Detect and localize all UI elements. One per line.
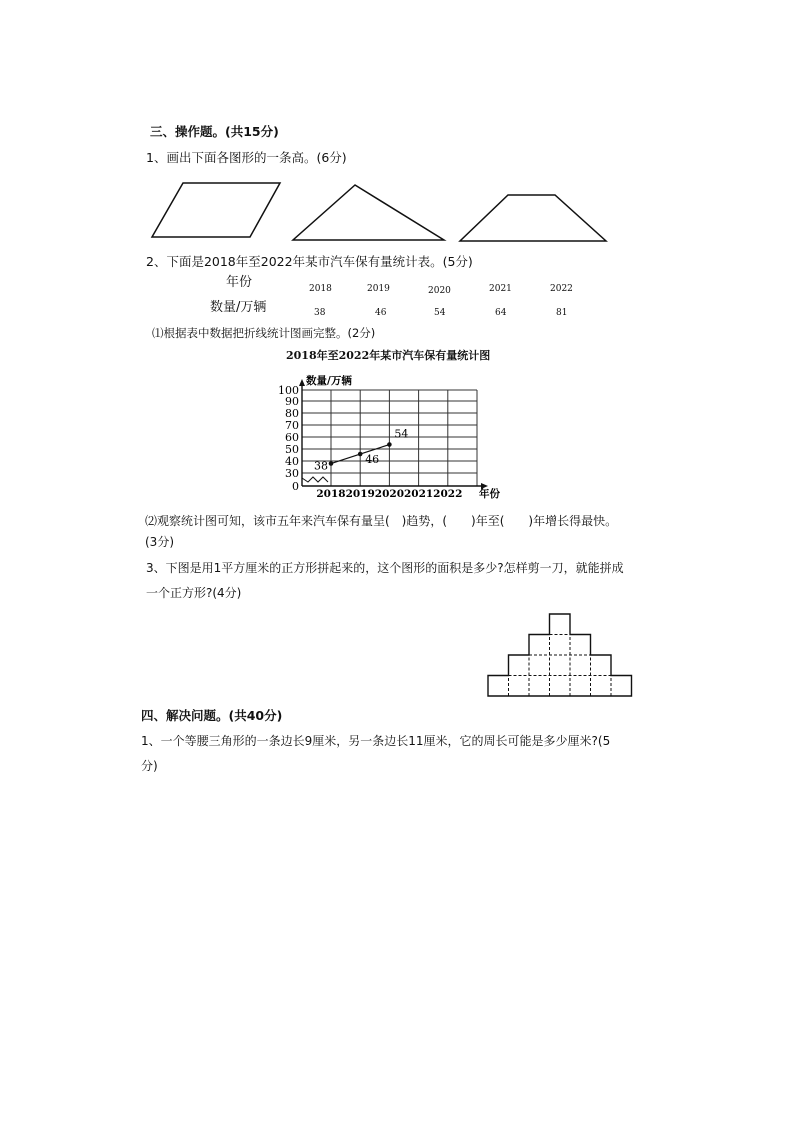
table-year-cell: 2020 [428, 286, 451, 296]
x-tick-label: 2021 [403, 488, 434, 500]
y-tick-label: 0 [292, 480, 299, 493]
y-tick-label: 90 [285, 395, 299, 408]
data-label: 46 [365, 453, 380, 467]
section4-heading: 四、解决问题。(共40分) [141, 708, 283, 723]
chart-title: 2018年至2022年某市汽车保有量统计图 [286, 349, 491, 362]
section3-heading: 三、操作题。(共15分) [150, 124, 279, 139]
x-tick-label: 2018 [316, 488, 346, 500]
s4-q1-line1: 1、一个等腰三角形的一条边长9厘米，另一条边长11厘米，它的周长可能是多少厘米?(5 [141, 734, 611, 748]
table-count-label: 数量/万辆 [210, 300, 267, 315]
data-point [358, 452, 363, 457]
q2-sub2-line1: ⑵观察统计图可知，该市五年来汽车保有量呈( )趋势，( )年至( )年增长得最快。 [145, 514, 618, 528]
y-tick-label: 50 [285, 443, 299, 456]
x-tick-label: 2020 [374, 488, 405, 500]
q3-line2: 一个正方形?(4分) [146, 586, 242, 600]
data-label: 54 [394, 427, 409, 441]
q2-sub1: ⑴根据表中数据把折线统计图画完整。(2分) [152, 326, 376, 340]
axis-break [302, 477, 328, 482]
y-tick-label: 40 [285, 455, 299, 468]
triangle-shape [293, 185, 444, 240]
s4-q1-line2: 分) [141, 759, 158, 773]
data-point [387, 442, 392, 447]
y-axis-label: 数量/万辆 [306, 375, 352, 387]
table-year-cell: 2022 [550, 284, 573, 294]
staircase-figure [0, 0, 794, 120]
table-year-cell: 2019 [367, 284, 390, 294]
table-year-label: 年份 [226, 275, 253, 290]
table-count-cell: 54 [434, 308, 446, 318]
table-count-cell: 64 [495, 308, 507, 318]
x-axis-label: 年份 [479, 488, 500, 500]
table-count-cell: 81 [556, 308, 568, 318]
parallelogram-shape [152, 183, 280, 237]
x-tick-label: 2019 [345, 488, 375, 500]
q1-shapes [0, 175, 794, 255]
q1-text: 1、画出下面各图形的一条高。(6分) [146, 150, 347, 165]
y-tick-label: 30 [285, 467, 299, 480]
table-count-cell: 46 [375, 308, 387, 318]
data-point [329, 461, 334, 466]
table-year-cell: 2021 [489, 284, 512, 294]
table-count-cell: 38 [314, 308, 326, 318]
y-tick-label: 100 [278, 384, 299, 397]
y-tick-label: 60 [285, 431, 299, 444]
q3-line1: 3、下图是用1平方厘米的正方形拼起来的，这个图形的面积是多少?怎样剪一刀，就能拼成 [146, 561, 624, 575]
y-axis-arrow [299, 379, 305, 386]
q2-text: 2、下面是2018年至2022年某市汽车保有量统计表。(5分) [146, 254, 473, 269]
x-tick-label: 2022 [433, 488, 463, 500]
trapezoid-shape [460, 195, 606, 241]
y-tick-label: 80 [285, 407, 299, 420]
data-label: 38 [314, 459, 328, 473]
y-tick-label: 70 [285, 419, 299, 432]
q2-sub2-line2: (3分) [145, 535, 174, 549]
table-year-cell: 2018 [309, 284, 332, 294]
